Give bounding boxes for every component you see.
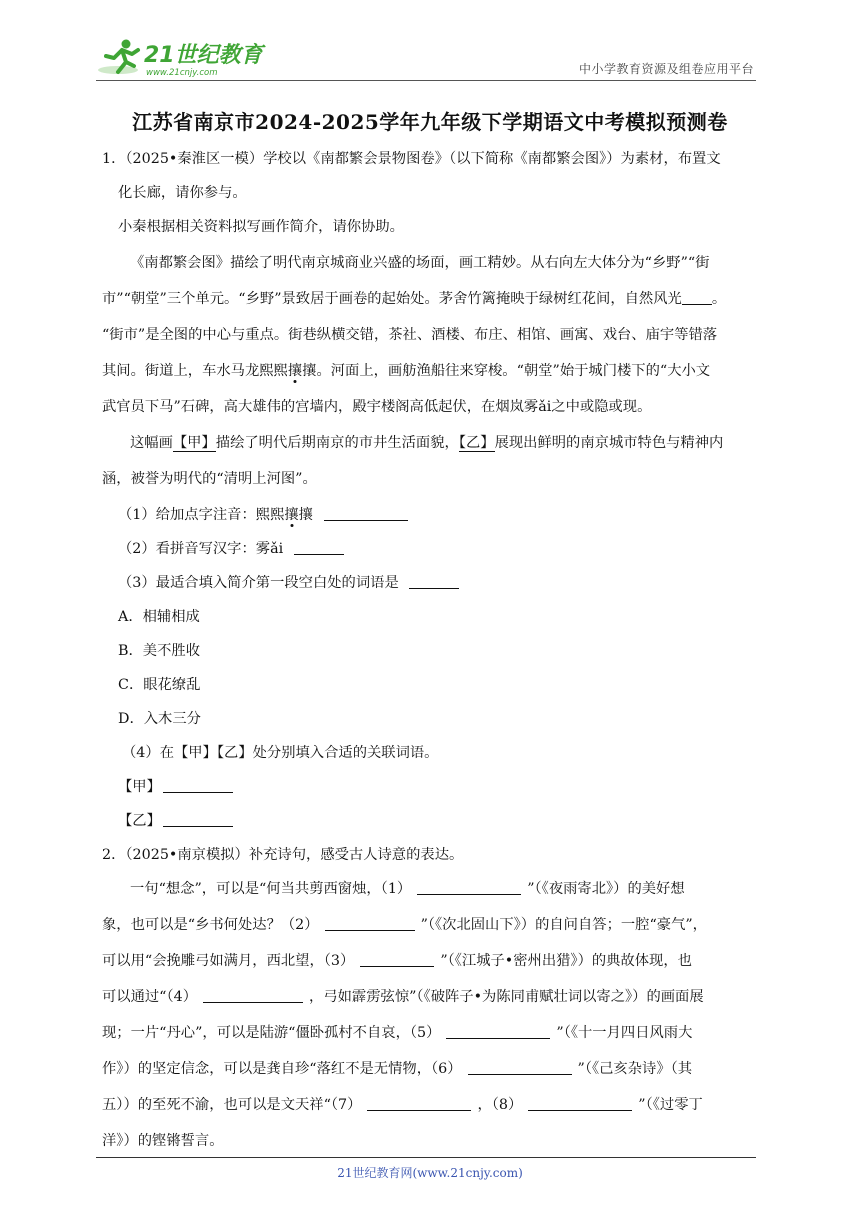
page-title: 江苏省南京市2024-2025学年九年级下学期语文中考模拟预测卷: [132, 110, 728, 134]
jia-answer-line: 【甲】: [118, 776, 233, 796]
dotted-char: 攘: [287, 363, 303, 379]
q2-line-6: 现；一片“丹心”，可以是陆游“僵卧孤村不自哀，（5） ”（《十一月四日风雨大: [102, 1025, 693, 1041]
site-tagline: 中小学教育资源及组卷应用平台: [578, 62, 754, 76]
q2-line-7: 作》）的坚定信念，可以是龚自珍“落红不是无情物，（6） ”（《己亥杂诗》（其: [102, 1061, 693, 1077]
footer-link[interactable]: 21世纪教育网(www.21cnjy.com): [337, 1166, 523, 1180]
q2-line-1: 2．（2025•南京模拟）补充诗句，感受古人诗意的表达。: [102, 847, 464, 863]
q1-para2-a: 这幅画【甲】描绘了明代后期南京的市井生活面貌，【乙】展现出鲜明的南京城市特色与精神内: [130, 435, 724, 451]
marker-jia: 【甲】: [172, 435, 216, 451]
q1-para1-b: 市”“朝堂”三个单元。“乡野”景致居于画卷的起始处。茅舍竹篱掩映于绿树红花间，自然风光 。: [102, 291, 727, 307]
q2-line-2: 一句“想念”，可以是“何当共剪西窗烛，（1） ”（《夜雨寄北》）的美好想: [130, 881, 685, 897]
poem-blank-7[interactable]: [367, 1096, 471, 1111]
header-divider: [96, 80, 756, 81]
option-b[interactable]: B．美不胜收: [118, 643, 200, 659]
poem-blank-3[interactable]: [360, 952, 434, 967]
q2-line-9: 洋》）的铿锵誓言。: [102, 1133, 224, 1149]
poem-blank-4[interactable]: [203, 988, 303, 1003]
q1-line-1: 1．（2025•秦淮区一模）学校以《南都繁会景物图卷》（以下简称《南都繁会图》）为素材，布置文: [102, 151, 721, 167]
marker-yi: 【乙】: [458, 435, 495, 451]
site-logo: [96, 36, 266, 80]
poem-blank-5[interactable]: [446, 1024, 550, 1039]
q2-line-8: 五））的至死不渝，也可以是文天祥“（7） ，（8） ”（《过零丁: [102, 1097, 703, 1113]
q1-para2-b: 涵，被誉为明代的“清明上河图”。: [102, 471, 317, 487]
q1-para1-c: “街市”是全图的中心与重点。街巷纵横交错，茶社、酒楼、布庄、相馆、画寓、戏台、庙宇等错落: [102, 327, 718, 343]
dotted-char: 攘: [284, 507, 299, 523]
poem-blank-6[interactable]: [468, 1060, 572, 1075]
option-a[interactable]: A．相辅相成: [118, 609, 200, 625]
answer-blank-jia[interactable]: [163, 778, 233, 793]
q1-para1-e: 武官员下马”石碑，高大雄伟的宫墙内，殿宇楼阁高低起伏，在烟岚雾ǎi之中或隐或现。: [102, 399, 652, 415]
yi-answer-line: 【乙】: [118, 810, 233, 830]
q2-line-3: 象，也可以是“乡书何处达？（2） ”（《次北固山下》）的自问自答；一腔“豪气”，: [102, 917, 707, 933]
logo-text: 21世纪教育: [144, 43, 263, 68]
runner-icon: [96, 36, 266, 80]
q1-sub-1: （1）给加点字注音：熙熙攘攘: [118, 504, 408, 524]
footer-divider: [96, 1157, 756, 1158]
blank-q1-3[interactable]: [682, 290, 712, 305]
logo-url: www.21cnjy.com: [146, 68, 218, 78]
q2-line-5: 可以通过“（4） ，弓如霹雳弦惊”（《破阵子•为陈同甫赋壮词以寄之》）的画面展: [102, 989, 704, 1005]
q1-sub-2: （2）看拼音写汉字：雾ǎi: [118, 538, 344, 558]
poem-blank-8[interactable]: [528, 1096, 632, 1111]
answer-blank-1[interactable]: [324, 506, 408, 521]
q1-para1-a: 《南都繁会图》描绘了明代南京城商业兴盛的场面，画工精妙。从右向左大体分为“乡野”“街: [130, 255, 710, 271]
q2-line-4: 可以用“会挽雕弓如满月，西北望，（3） ”（《江城子•密州出猎》）的典故体现，也: [102, 953, 692, 969]
poem-blank-1[interactable]: [417, 880, 521, 895]
option-c[interactable]: C．眼花缭乱: [118, 677, 201, 693]
q1-intro: 小秦根据相关资料拟写画作简介，请你协助。: [118, 219, 404, 235]
q1-line-2: 化长廊，请你参与。: [118, 185, 247, 201]
answer-blank-2[interactable]: [294, 540, 344, 555]
q1-sub-4: （4）在【甲】【乙】处分别填入合适的关联词语。: [122, 745, 439, 761]
option-d[interactable]: D．入木三分: [118, 711, 201, 727]
poem-blank-2[interactable]: [325, 916, 415, 931]
answer-blank-yi[interactable]: [163, 812, 233, 827]
q1-para1-d: 其间。街道上，车水马龙熙熙攘攘。河面上，画舫渔船往来穿梭。“朝堂”始于城门楼下的“大小文: [102, 363, 711, 379]
answer-blank-3[interactable]: [409, 574, 459, 589]
q1-sub-3: （3）最适合填入简介第一段空白处的词语是: [118, 572, 459, 592]
